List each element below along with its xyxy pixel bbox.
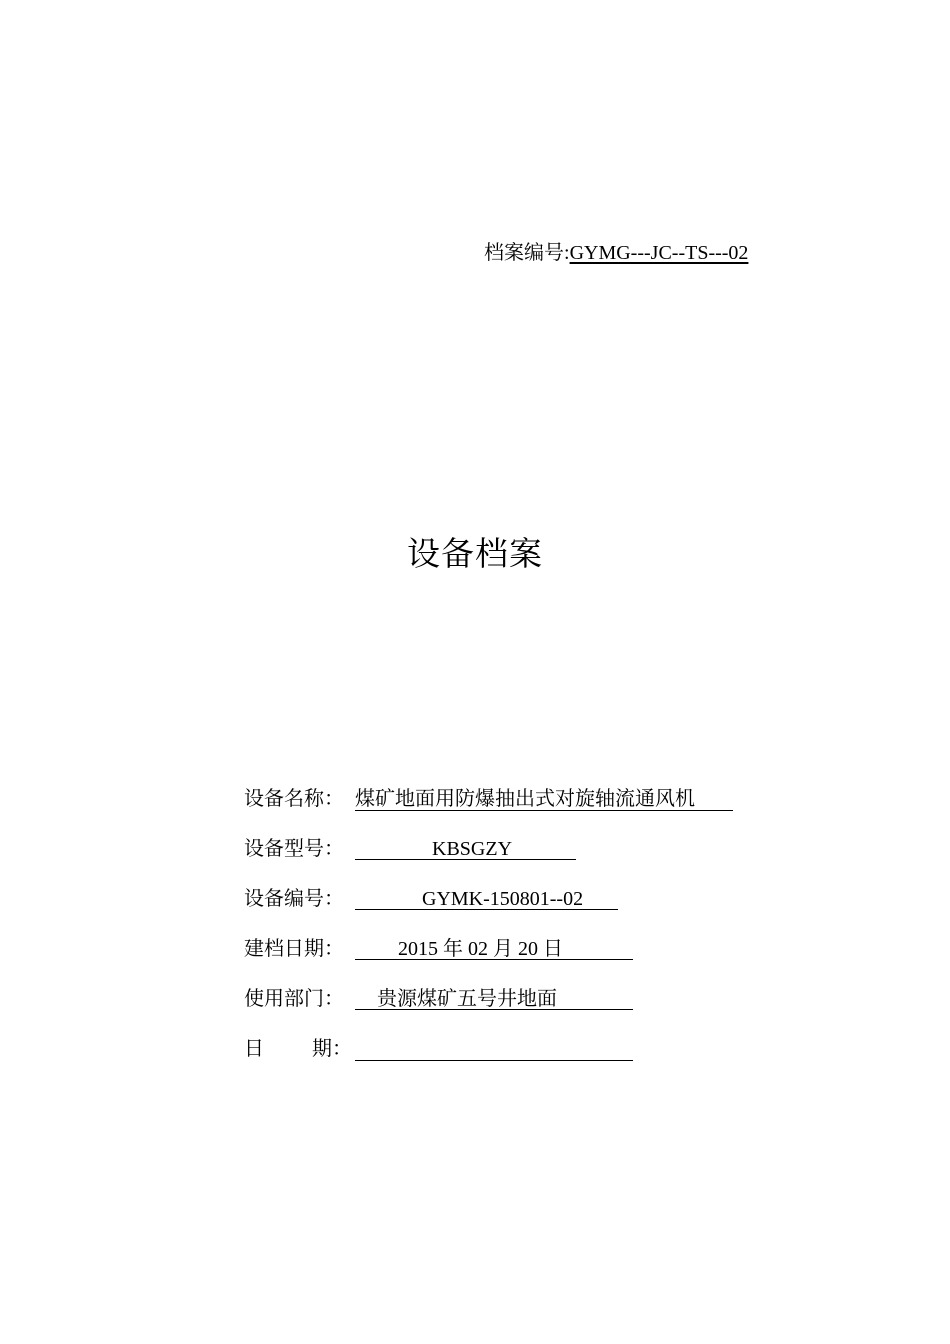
equipment-name-field [244, 784, 695, 814]
equipment-number-field [244, 884, 584, 914]
equipment-number-label: 设备编号： [244, 888, 344, 910]
archive-number-value: GYMG---JC--TS---02 [569, 242, 749, 264]
equipment-number-value: GYMK-150801--02 [355, 884, 618, 910]
document-title: 设备档案 [407, 537, 543, 573]
department-value: 贵源煤矿五号井地面 [355, 984, 633, 1010]
archive-date-label: 建档日期： [244, 938, 344, 960]
equipment-model-label: 设备型号： [244, 838, 344, 860]
equipment-model-value: KBSGZY [355, 834, 576, 860]
archive-date-field [244, 934, 563, 964]
equipment-name-label: 设备名称： [244, 788, 344, 810]
department-label: 使用部门： [244, 988, 344, 1010]
department-field [244, 984, 557, 1014]
date-value-blank[interactable] [355, 1034, 633, 1061]
archive-date-value: 2015 年 02 月 20 日 [355, 934, 633, 960]
date-field [244, 1034, 352, 1064]
equipment-model-field [244, 834, 513, 864]
archive-number [484, 236, 748, 265]
date-label-2: 期： [312, 1038, 352, 1060]
date-label-1: 日 [244, 1038, 264, 1060]
archive-number-label: 档案编号: [484, 242, 570, 264]
equipment-name-value: 煤矿地面用防爆抽出式对旋轴流通风机 [355, 784, 733, 811]
